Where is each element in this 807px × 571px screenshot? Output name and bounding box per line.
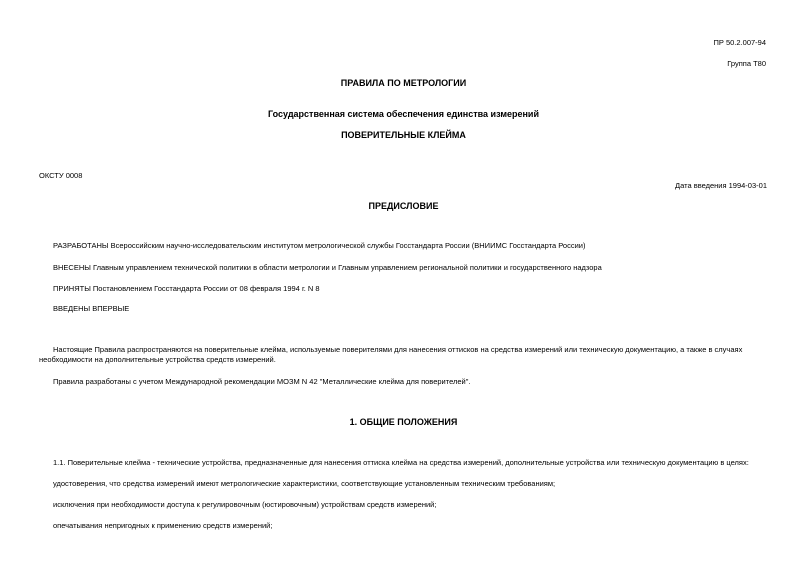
- section-1-heading: 1. ОБЩИЕ ПОЛОЖЕНИЯ: [349, 417, 458, 427]
- intro-paragraph-2: Правила разработаны с учетом Международной рекомендации МОЗМ N 42 "Металлические клейма для поверителей".: [53, 377, 471, 386]
- document-subtitle: Государственная система обеспечения единства измерений: [268, 109, 539, 119]
- doc-code: ПР 50.2.007-94: [713, 38, 766, 47]
- preface-item: ВНЕСЕНЫ Главным управлением технической политики в области метрологии и Главным управлением региональной политики и государственного надзора: [53, 263, 602, 272]
- section-1-paragraph: удостоверения, что средства измерений имеют метрологические характеристики, соответствующие установленным техническим требованиям;: [53, 479, 556, 488]
- okstu-code: ОКСТУ 0008: [39, 171, 83, 180]
- section-1-paragraph: 1.1. Поверительные клейма - технические устройства, предназначенные для нанесения оттиска клейма на средства измерений, дополнительные устройства или техническую документацию в целях:: [53, 458, 749, 467]
- preface-item: РАЗРАБОТАНЫ Всероссийским научно-исследовательским институтом метрологической службы Госстандарта России (ВНИИМС Госстандарта России): [53, 241, 586, 250]
- date-of-introduction: Дата введения 1994-03-01: [675, 181, 767, 190]
- section-1-paragraph: исключения при необходимости доступа к регулировочным (юстировочным) устройствам средств измерений;: [53, 500, 437, 509]
- preface-item: ПРИНЯТЫ Постановлением Госстандарта России от 08 февраля 1994 г. N 8: [53, 284, 320, 293]
- document-name: ПОВЕРИТЕЛЬНЫЕ КЛЕЙМА: [341, 130, 466, 140]
- document-main-title: ПРАВИЛА ПО МЕТРОЛОГИИ: [340, 78, 467, 88]
- group-code: Группа Т80: [727, 59, 766, 68]
- preface-item: ВВЕДЕНЫ ВПЕРВЫЕ: [53, 304, 130, 313]
- preface-heading: ПРЕДИСЛОВИЕ: [368, 201, 439, 211]
- section-1-paragraph: опечатывания непригодных к применению средств измерений;: [53, 521, 273, 530]
- intro-paragraph: Настоящие Правила распространяются на поверительные клейма, используемые поверителями для нанесения оттисков на средства измерений или техническую документацию, а также в случаях необходимости на дополнительные устройства средств измерений.: [39, 345, 743, 364]
